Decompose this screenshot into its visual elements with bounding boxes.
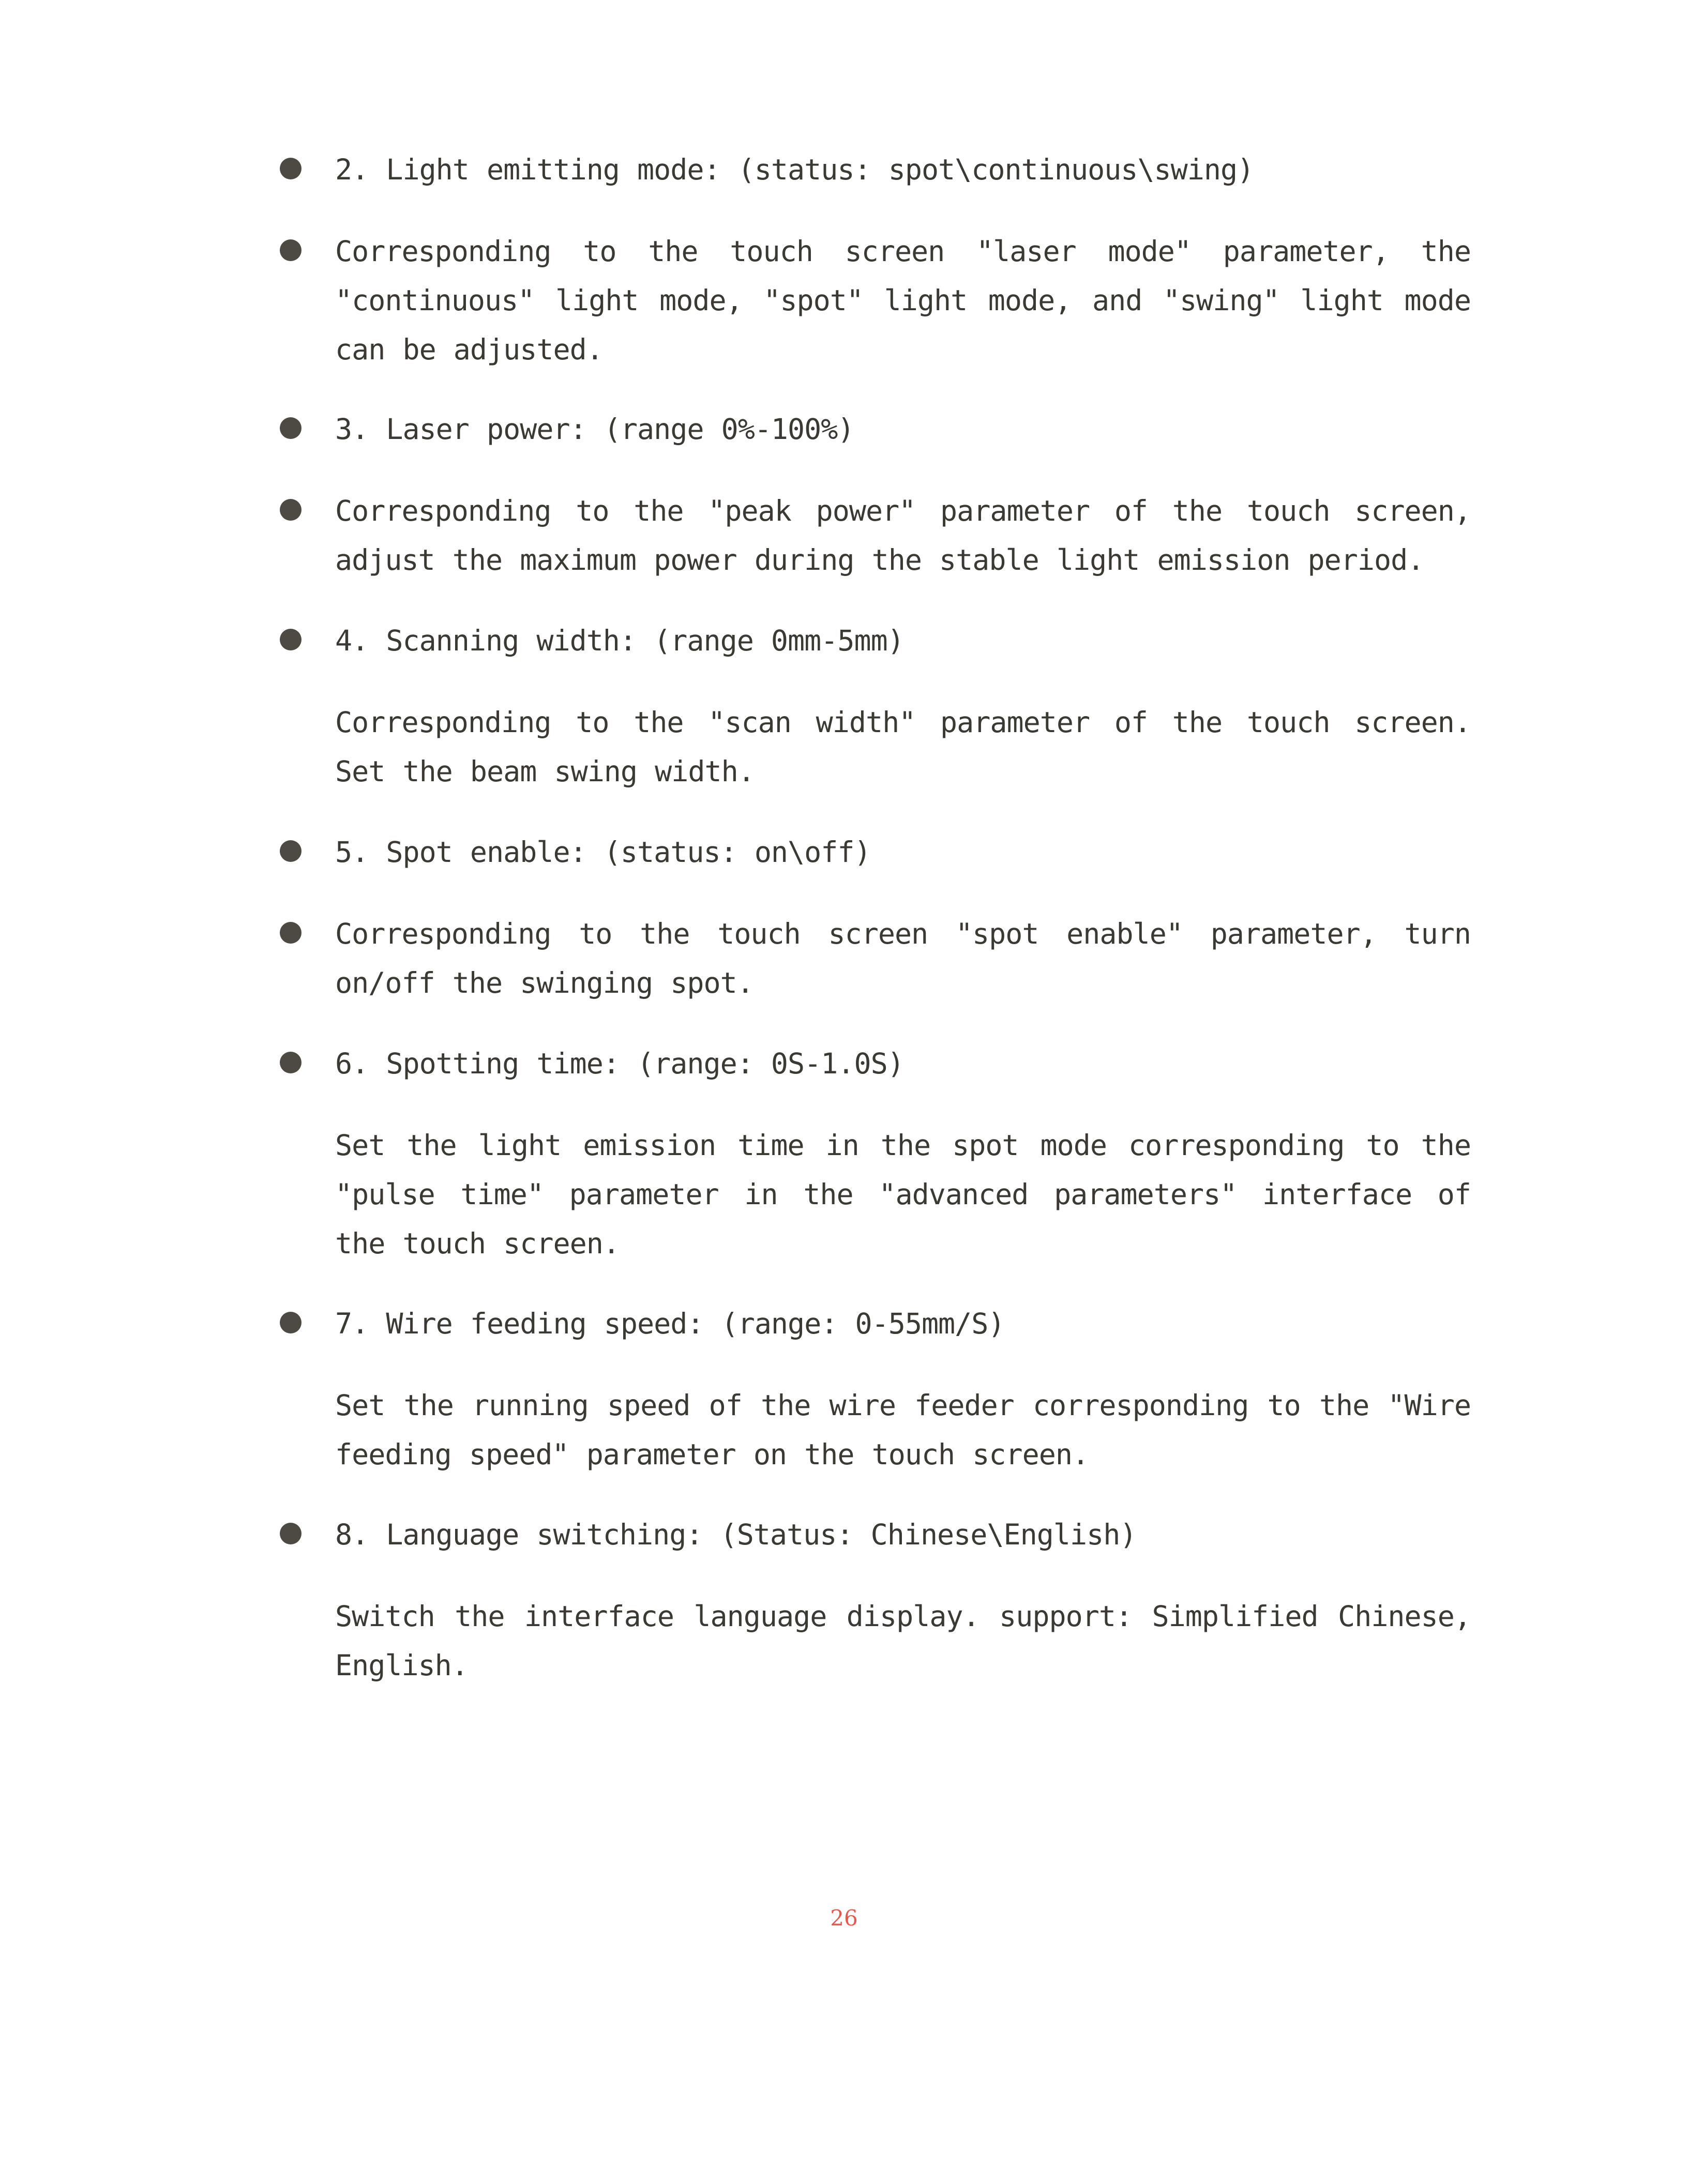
page-number: 26	[830, 1905, 858, 1931]
bullet-icon	[280, 1312, 302, 1333]
bullet-icon	[280, 499, 302, 521]
wire-feeding-speed-description: Set the running speed of the wire feeder corresponding to the "Wire feeding speed" parameter on the touch screen.	[335, 1389, 1471, 1471]
list-item-spotting-time: 6. Spotting time: (range: 0S-1.0S)	[335, 1047, 904, 1080]
bullet-icon	[280, 922, 302, 944]
list-item-spot-enable: 5. Spot enable: (status: on\off)	[335, 836, 871, 869]
list-item-peak-power-description: Corresponding to the "peak power" parameter of the touch screen, adjust the maximum power during the stable light emission period.	[335, 494, 1471, 577]
scan-width-description: Corresponding to the "scan width" parameter of the touch screen. Set the beam swing width.	[335, 706, 1471, 788]
bullet-icon	[280, 417, 302, 439]
bullet-icon	[280, 1523, 302, 1544]
list-item-laser-mode-description: Corresponding to the touch screen "laser mode" parameter, the "continuous" light mode, "spot" light mode, and "swing" light mode can be adjusted.	[335, 235, 1471, 366]
bullet-icon	[280, 629, 302, 650]
list-item-laser-power: 3. Laser power: (range 0%-100%)	[335, 413, 854, 446]
list-item-language-switching: 8. Language switching: (Status: Chinese\English)	[335, 1518, 1137, 1551]
bullet-icon	[280, 840, 302, 862]
bullet-icon	[280, 239, 302, 261]
bullet-icon	[280, 158, 302, 179]
list-item-scanning-width: 4. Scanning width: (range 0mm-5mm)	[335, 624, 904, 657]
list-item-spot-enable-description: Corresponding to the touch screen "spot enable" parameter, turn on/off the swinging spot.	[335, 917, 1471, 999]
list-item-light-emitting-mode: 2. Light emitting mode: (status: spot\continuous\swing)	[335, 153, 1254, 186]
list-item-wire-feeding-speed: 7. Wire feeding speed: (range: 0-55mm/S)	[335, 1307, 1005, 1340]
language-switching-description: Switch the interface language display. support: Simplified Chinese, English.	[335, 1600, 1471, 1682]
bullet-icon	[280, 1052, 302, 1073]
spotting-time-description: Set the light emission time in the spot mode corresponding to the "pulse time" parameter in the "advanced parameters" interface of the touch screen.	[335, 1129, 1471, 1260]
